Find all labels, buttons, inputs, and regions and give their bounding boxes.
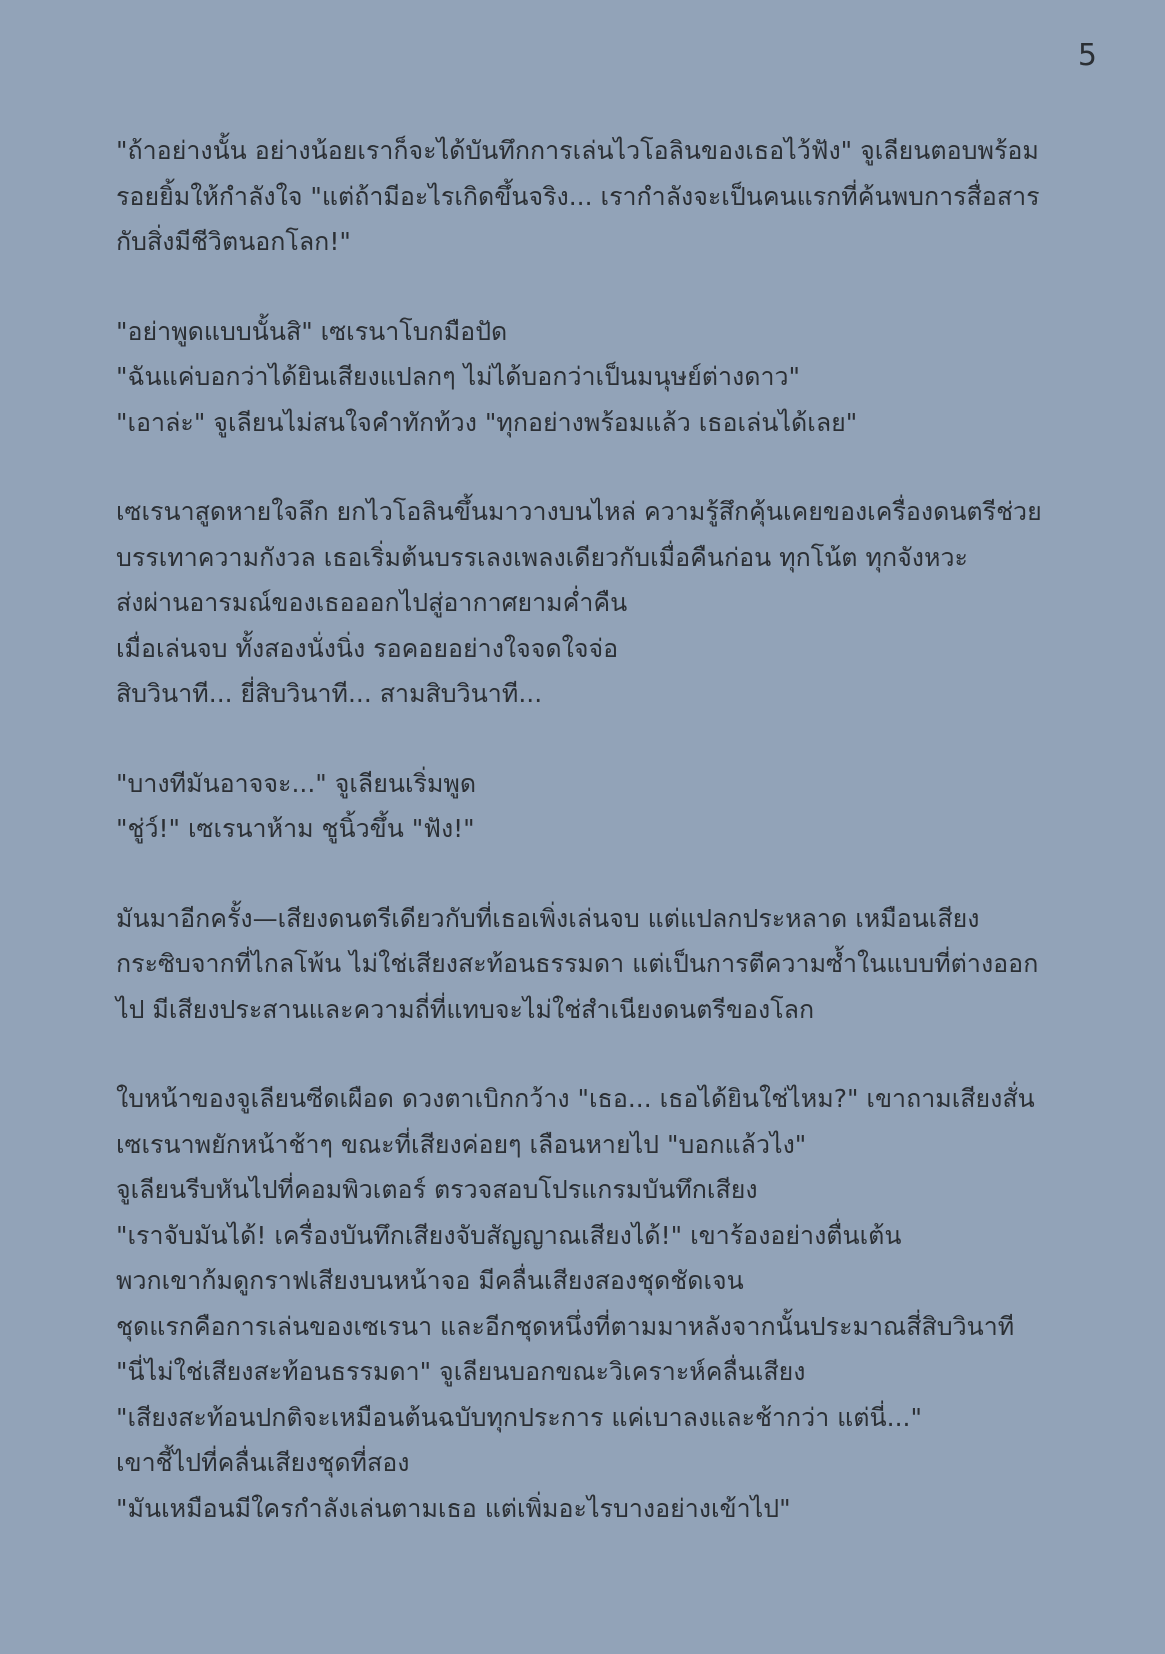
text-line: "ชู่ว์!" เซเรนาห้าม ชูนิ้วขึ้น "ฟัง!" [116,814,475,843]
text-line: "ถ้าอย่างนั้น อย่างน้อยเราก็จะได้บันทึกการเล่นไวโอลินของเธอไว้ฟัง" จูเลียนตอบพร้อม [116,136,1039,165]
text-line: เซเรนาสูดหายใจลึก ยกไวโอลินขึ้นมาวางบนไหล่ ความรู้สึกคุ้นเคยของเครื่องดนตรีช่วย [116,497,1042,526]
paragraph-3 [116,489,1076,717]
text-line: "มันเหมือนมีใครกำลังเล่นตามเธอ แต่เพิ่มอะไรบางอย่างเข้าไป" [116,1493,791,1523]
text-line: กระซิบจากที่ไกลโพ้น ไม่ใช่เสียงสะท้อนธรรมดา แต่เป็นการตีความซ้ำในแบบที่ต่างออก [116,949,1039,978]
text-line: ไป มีเสียงประสานและความถี่ที่แทบจะไม่ใช่สำเนียงดนตรีของโลก [116,994,815,1024]
text-line: สิบวินาที... ยี่สิบวินาที... สามสิบวินาที... [116,679,543,708]
paragraph-4 [116,761,1076,852]
text-line: จูเลียนรีบหันไปที่คอมพิวเตอร์ ตรวจสอบโปรแกรมบันทึกเสียง [116,1175,758,1204]
text-line: "เสียงสะท้อนปกติจะเหมือนต้นฉบับทุกประการ แค่เบาลงและช้ากว่า แต่นี่..." [116,1402,922,1432]
paragraph-5 [116,896,1076,1033]
page-number: 5 [1077,38,1097,73]
paragraph-6 [116,1076,1076,1531]
text-line: "นี่ไม่ใช่เสียงสะท้อนธรรมดา" จูเลียนบอกขณะวิเคราะห์คลื่นเสียง [116,1357,806,1386]
text-line: พวกเขาก้มดูกราฟเสียงบนหน้าจอ มีคลื่นเสียงสองชุดชัดเจน [116,1266,744,1295]
text-line: "ฉันแค่บอกว่าได้ยินเสียงแปลกๆ ไม่ได้บอกว่าเป็นมนุษย์ต่างดาว" [116,362,801,391]
text-line: รอยยิ้มให้กำลังใจ "แต่ถ้ามีอะไรเกิดขึ้นจริง... เรากำลังจะเป็นคนแรกที่ค้นพบการสื่อสาร [116,181,1040,211]
paragraph-2 [116,309,1076,446]
text-line: ส่งผ่านอารมณ์ของเธอออกไปสู่อากาศยามค่ำคืน [116,588,628,617]
text-line: เซเรนาพยักหน้าช้าๆ ขณะที่เสียงค่อยๆ เลือนหายไป "บอกแล้วไง" [116,1129,807,1159]
text-line: เมื่อเล่นจบ ทั้งสองนั่งนิ่ง รอคอยอย่างใจจดใจจ่อ [116,633,619,663]
text-line: "อย่าพูดแบบนั้นสิ" เซเรนาโบกมือปัด [116,316,508,346]
body-text [116,128,1076,1575]
text-line: "เราจับมันได้! เครื่องบันทึกเสียงจับสัญญาณเสียงได้!" เขาร้องอย่างตื่นเต้น [116,1220,902,1250]
text-line: "เอาล่ะ" จูเลียนไม่สนใจคำทักท้วง "ทุกอย่างพร้อมแล้ว เธอเล่นได้เลย" [116,407,858,437]
text-line: มันมาอีกครั้ง—เสียงดนตรีเดียวกับที่เธอเพิ่งเล่นจบ แต่แปลกประหลาด เหมือนเสียง [116,903,980,933]
text-line: เขาชี้ไปที่คลื่นเสียงชุดที่สอง [116,1448,410,1477]
text-line: บรรเทาความกังวล เธอเริ่มต้นบรรเลงเพลงเดียวกับเมื่อคืนก่อน ทุกโน้ต ทุกจังหวะ [116,542,968,572]
text-line: "บางทีมันอาจจะ..." จูเลียนเริ่มพูด [116,768,477,798]
paragraph-1 [116,128,1076,265]
text-line: กับสิ่งมีชีวิตนอกโลก!" [116,227,351,256]
text-line: ชุดแรกคือการเล่นของเซเรนา และอีกชุดหนึ่งที่ตามมาหลังจากนั้นประมาณสี่สิบวินาที [116,1311,1015,1341]
text-line: ใบหน้าของจูเลียนซีดเผือด ดวงตาเบิกกว้าง "เธอ... เธอได้ยินใช่ไหม?" เขาถามเสียงสั่น [116,1084,1035,1113]
